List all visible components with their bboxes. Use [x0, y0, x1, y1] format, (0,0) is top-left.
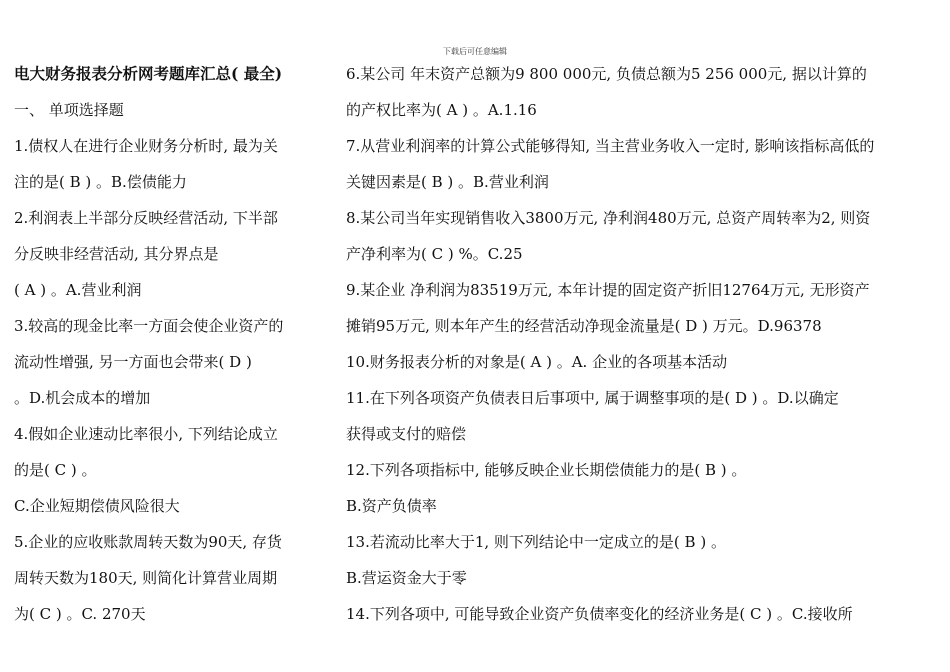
question-line: 产净利率为( C ) %。C.25: [346, 245, 523, 263]
question-line: 获得或支付的赔偿: [346, 425, 467, 443]
question-line: 关键因素是( B ) 。B.营业利润: [346, 173, 549, 191]
question-line: 的产权比率为( A ) 。A.1.16: [346, 101, 537, 119]
question-line: 流动性增强, 另一方面也会带来( D ): [14, 353, 252, 371]
question-line: 周转天数为180天, 则简化计算营业周期: [14, 569, 278, 587]
question-line: 14.下列各项中, 可能导致企业资产负债率变化的经济业务是( C ) 。C.接收所: [346, 605, 853, 623]
question-line: 注的是( B ) 。B.偿债能力: [14, 173, 187, 191]
document-title: 电大财务报表分析网考题库汇总( 最全): [14, 64, 283, 83]
question-line: 2.利润表上半部分反映经营活动, 下半部: [14, 209, 278, 227]
question-line: 8.某公司当年实现销售收入3800万元, 净利润480万元, 总资产周转率为2, 则资: [346, 209, 871, 227]
question-line: 为( C ) 。C. 270天: [14, 605, 146, 623]
question-line: 9.某企业 净利润为83519万元, 本年计提的固定资产折旧12764万元, 无形资产: [346, 281, 870, 299]
question-line: C.企业短期偿债风险很大: [14, 497, 180, 515]
question-line: 摊销95万元, 则本年产生的经营活动净现金流量是( D ) 万元。D.96378: [346, 317, 822, 335]
question-line: 分反映非经营活动, 其分界点是: [14, 245, 219, 263]
header-note: 下载后可任意编辑: [443, 47, 507, 56]
question-line: 1.债权人在进行企业财务分析时, 最为关: [14, 137, 278, 155]
question-line: 的是( C ) 。: [14, 461, 97, 479]
question-line: 3.较高的现金比率一方面会使企业资产的: [14, 317, 284, 335]
question-line: 4.假如企业速动比率很小, 下列结论成立: [14, 425, 278, 443]
question-line: B.资产负债率: [346, 497, 437, 515]
right-column: [346, 56, 944, 632]
question-line: ( A ) 。A.营业利润: [14, 281, 142, 299]
question-line: 11.在下列各项资产负债表日后事项中, 属于调整事项的是( D ) 。D.以确定: [346, 389, 839, 407]
left-column: [14, 56, 332, 632]
question-line: 13.若流动比率大于1, 则下列结论中一定成立的是( B ) 。: [346, 533, 726, 551]
question-line: 12.下列各项指标中, 能够反映企业长期偿债能力的是( B ) 。: [346, 461, 747, 479]
question-line: B.营运资金大于零: [346, 569, 467, 587]
section-heading: 一、 单项选择题: [14, 101, 124, 119]
question-line: 5.企业的应收账款周转天数为90天, 存货: [14, 533, 282, 551]
question-line: 6.某公司 年末资产总额为9 800 000元, 负债总额为5 256 000元, 据以计算的: [346, 65, 867, 83]
question-line: 10.财务报表分析的对象是( A ) 。A. 企业的各项基本活动: [346, 353, 728, 371]
question-line: 。D.机会成本的增加: [14, 389, 151, 407]
question-line: 7.从营业利润率的计算公式能够得知, 当主营业务收入一定时, 影响该指标高低的: [346, 137, 875, 155]
